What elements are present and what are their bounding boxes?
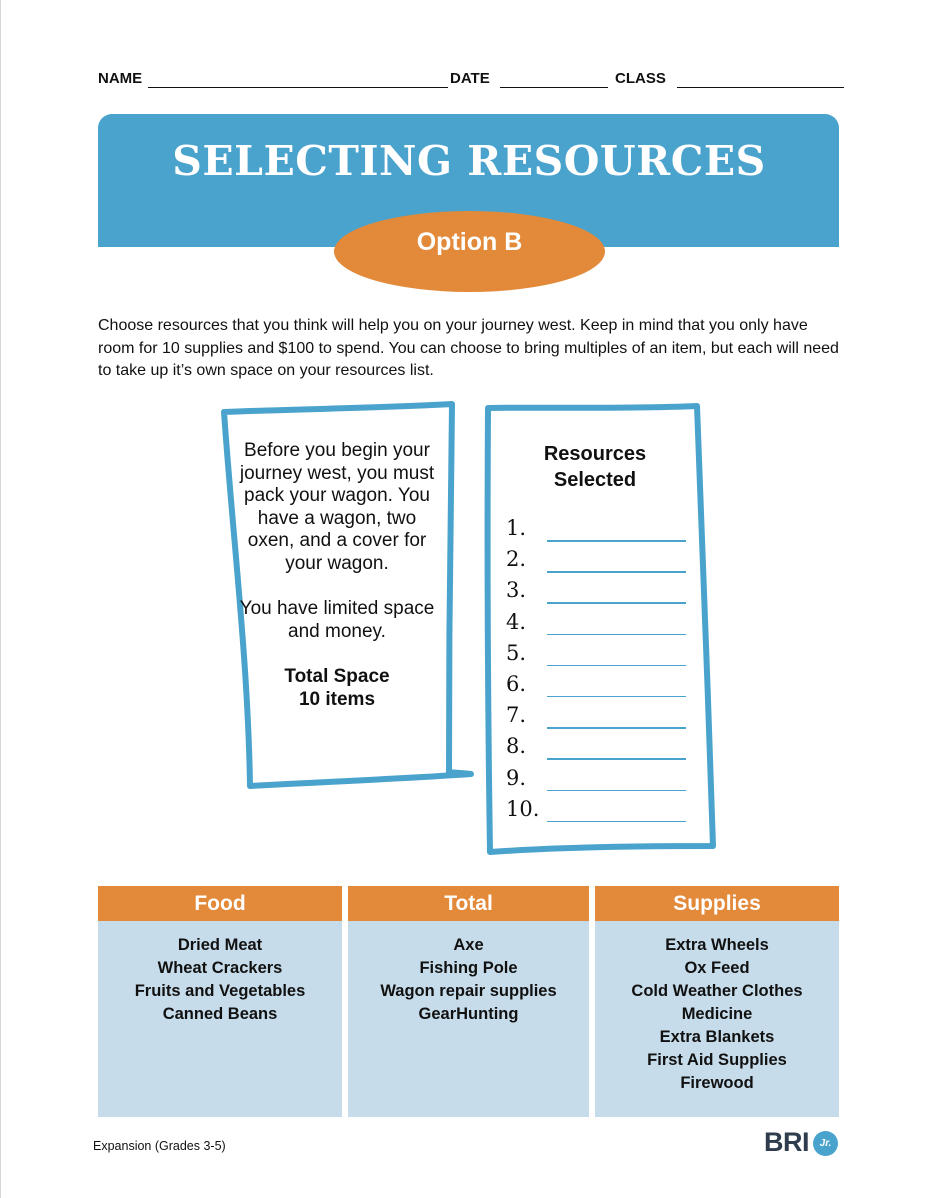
instructions-text: Choose resources that you think will help you on your journey west. Keep in mind that you only have room for 10 supplies and $100 to spend. You can choose to bring multiples of an item, but each will need to take up it’s own space on your resources list.	[98, 317, 839, 379]
class-label: CLASS	[615, 70, 666, 87]
food-column-header: Food	[98, 886, 342, 921]
resource-number: 3.	[506, 578, 527, 603]
footer-text: Expansion (Grades 3-5)	[93, 1139, 226, 1153]
total-space-label: Total Space	[284, 665, 390, 687]
limits-note: You have limited space and money.	[239, 598, 435, 642]
brand-logo	[764, 1127, 844, 1167]
resource-number: 2.	[506, 547, 527, 572]
resource-row	[506, 516, 696, 547]
resource-number: 9.	[506, 765, 527, 790]
logo-badge-icon: Jr.	[813, 1131, 838, 1156]
resource-blank[interactable]	[547, 727, 686, 729]
list-item: GearHunting	[418, 1005, 519, 1023]
resources-title	[500, 441, 690, 493]
resource-row	[506, 734, 696, 765]
total-column	[348, 921, 589, 1117]
list-item: Firewood	[680, 1074, 754, 1092]
resource-number: 4.	[506, 609, 527, 634]
page-title: SELECTING RESOURCES	[172, 137, 766, 185]
list-item: Medicine	[681, 1005, 753, 1023]
resource-number: 6.	[506, 671, 527, 696]
list-item: Wheat Crackers	[157, 959, 283, 977]
list-item: Ox Feed	[684, 959, 750, 977]
list-item: Fishing Pole	[419, 959, 518, 977]
resource-number: 5.	[506, 640, 527, 665]
resource-blank[interactable]	[547, 758, 686, 760]
resource-number: 7.	[506, 703, 527, 728]
packing-info	[232, 440, 442, 711]
resource-blank[interactable]	[547, 602, 686, 604]
resource-blank[interactable]	[547, 696, 686, 698]
resource-row	[506, 797, 696, 828]
resource-blank[interactable]	[547, 790, 686, 792]
option-label: Option B	[416, 228, 523, 256]
resource-blank[interactable]	[547, 665, 686, 667]
resource-number: 8.	[506, 734, 527, 759]
resource-row	[506, 547, 696, 578]
list-item: Extra Wheels	[665, 936, 769, 954]
list-item: Canned Beans	[162, 1005, 278, 1023]
resources-title-line1: Resources	[543, 443, 647, 465]
resources-list	[506, 516, 696, 828]
date-label: DATE	[450, 70, 490, 87]
total-space-value: 10 items	[298, 688, 376, 710]
list-item: Cold Weather Clothes	[631, 982, 803, 1000]
resource-blank[interactable]	[547, 634, 686, 636]
list-item: Axe	[453, 936, 484, 954]
packing-intro: Before you begin your journey west, you must pack your wagon. You have a wagon, two oxen, and a cover for your wagon.	[239, 440, 435, 574]
list-item: First Aid Supplies	[647, 1051, 787, 1069]
resource-row	[506, 641, 696, 672]
resource-blank[interactable]	[547, 821, 686, 823]
resource-blank[interactable]	[547, 571, 686, 573]
list-item: Fruits and Vegetables	[134, 982, 306, 1000]
name-label: NAME	[98, 70, 143, 87]
resource-row	[506, 610, 696, 641]
resource-number: 1.	[506, 516, 527, 540]
resource-number: 10.	[506, 796, 540, 821]
supplies-column-header: Supplies	[595, 886, 839, 921]
logo-wordmark: BRI	[764, 1127, 809, 1157]
resource-row	[506, 703, 696, 734]
resources-title-line2: Selected	[553, 469, 637, 491]
resource-row	[506, 578, 696, 609]
list-item: Dried Meat	[177, 936, 263, 954]
resource-blank[interactable]	[547, 540, 686, 542]
list-item: Wagon repair supplies	[380, 982, 557, 1000]
resource-row	[506, 766, 696, 797]
list-item: Extra Blankets	[659, 1028, 775, 1046]
resource-row	[506, 672, 696, 703]
food-column	[98, 921, 342, 1117]
total-column-header: Total	[348, 886, 589, 921]
supplies-column	[595, 921, 839, 1117]
